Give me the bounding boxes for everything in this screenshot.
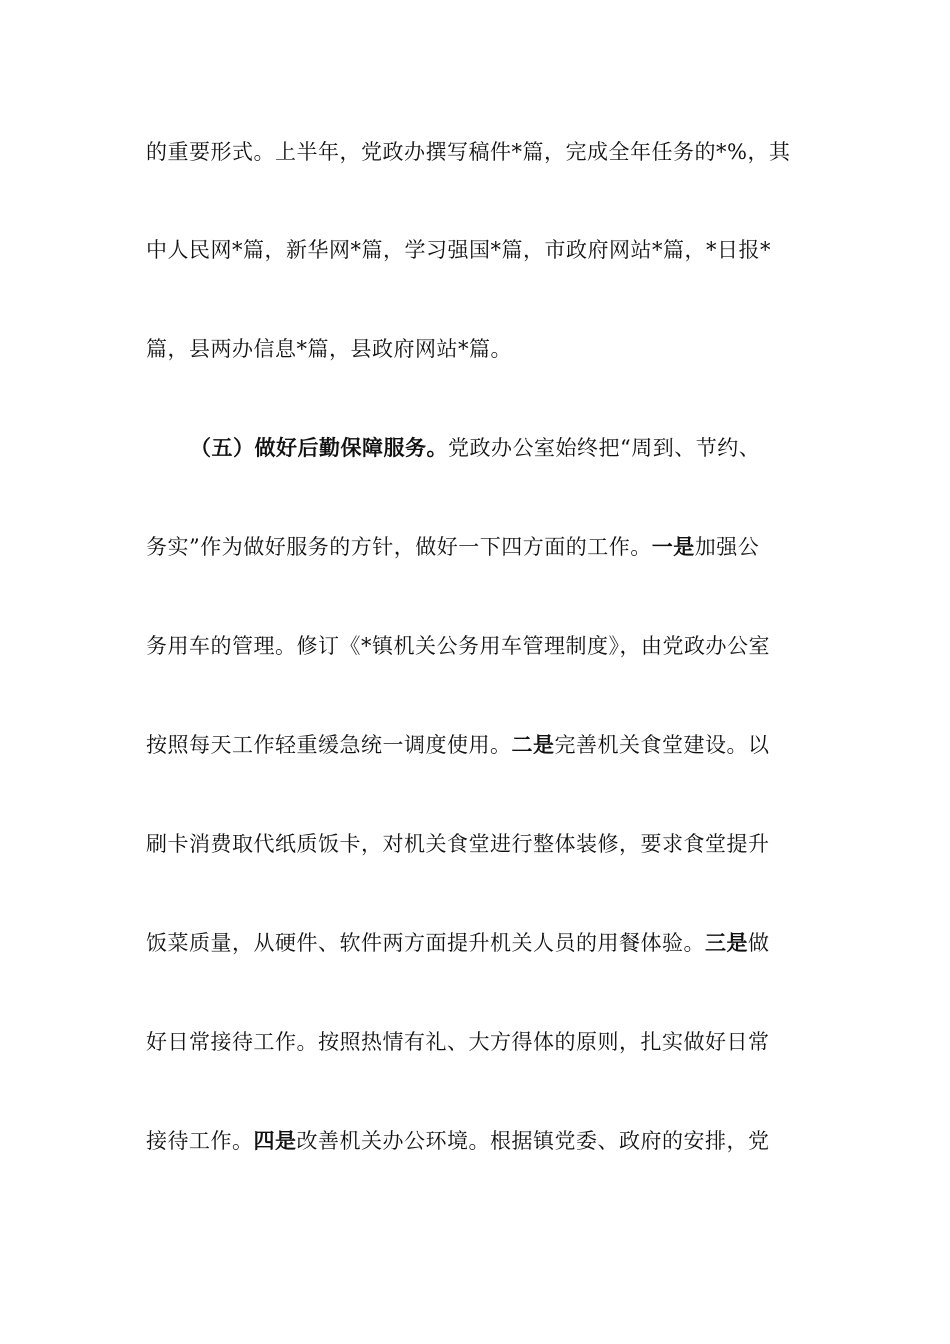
paragraph2-line2 [146,527,806,567]
paragraph2-line1 [190,428,806,468]
paragraph2-line8-text: 接待工作。 [146,1129,254,1153]
point-four-label: 四是 [253,1128,297,1153]
paragraph2-line2-text: 务实”作为做好服务的方针，做好一下四方面的工作。 [146,535,652,559]
paragraph2-line6 [146,923,806,963]
paragraph2-line8 [146,1121,806,1161]
paragraph2-line6-tail: 做 [748,931,770,955]
paragraph1-line3: 篇，县两办信息*篇，县政府网站*篇。 [146,337,512,361]
point-one-label: 一是 [651,534,695,559]
point-two-label: 二是 [511,732,555,757]
section-heading: （五）做好后勤保障服务。 [190,435,448,460]
point-three-label: 三是 [705,930,748,955]
paragraph2-line8-tail: 改善机关办公环境。根据镇党委、政府的安排，党 [296,1129,770,1153]
paragraph2-line1-text: 党政办公室始终把“周到、节约、 [448,436,761,460]
paragraph2-line7: 好日常接待工作。按照热情有礼、大方得体的原则，扎实做好日常 [146,1030,770,1054]
paragraph2-line3: 务用车的管理。修订《*镇机关公务用车管理制度》，由党政办公室 [146,634,770,658]
paragraph2-line5: 刷卡消费取代纸质饭卡，对机关食堂进行整体装修，要求食堂提升 [146,832,770,856]
paragraph2-line4-text: 按照每天工作轻重缓急统一调度使用。 [146,733,512,757]
paragraph1-line1: 的重要形式。上半年，党政办撰写稿件*篇，完成全年任务的*%，其 [146,140,791,164]
paragraph2-line4 [146,725,806,765]
paragraph2-line6-text: 饭菜质量，从硬件、软件两方面提升机关人员的用餐体验。 [146,931,705,955]
paragraph2-line2-tail: 加强公 [694,535,760,559]
paragraph2-line4-tail: 完善机关食堂建设。以 [554,733,770,757]
paragraph1-line2: 中人民网*篇，新华网*篇，学习强国*篇，市政府网站*篇，*日报* [146,238,771,262]
